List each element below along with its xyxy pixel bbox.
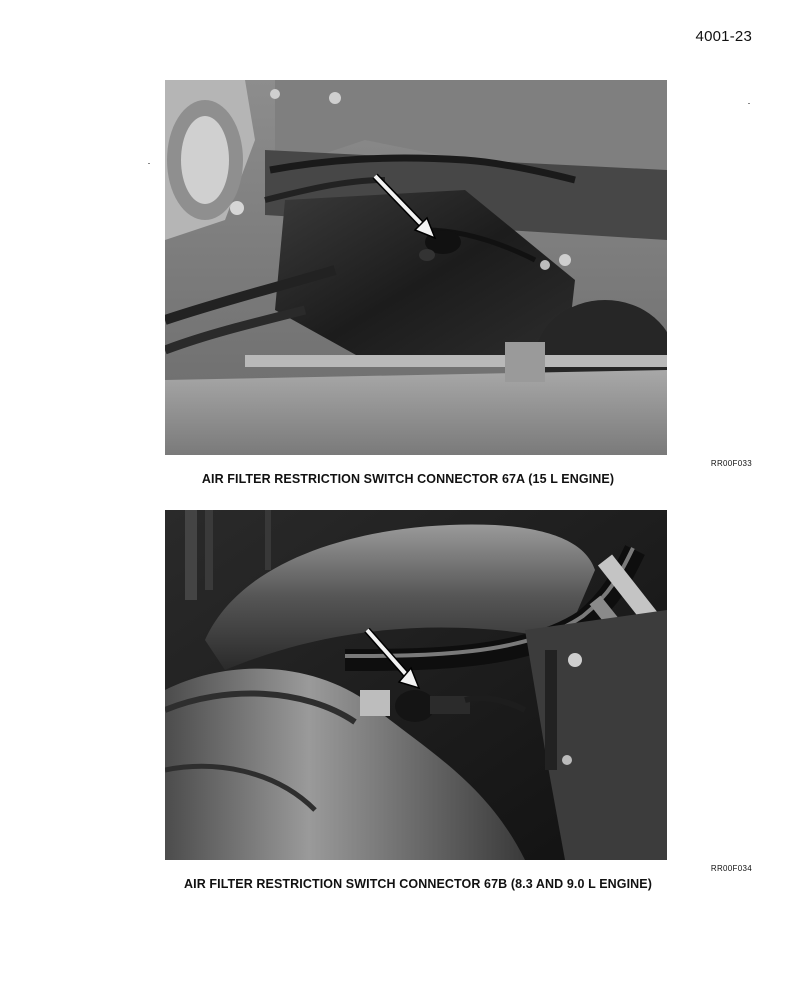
scan-speck: [148, 163, 150, 164]
figure-reference-code: RR00F034: [710, 864, 752, 873]
engine-photo-connector-67b: [165, 510, 667, 860]
engine-photo-connector-67a: [165, 80, 667, 455]
figure-reference-code: RR00F033: [710, 459, 752, 468]
figure-caption: AIR FILTER RESTRICTION SWITCH CONNECTOR 67B (8.3 AND 9.0 L ENGINE): [184, 877, 652, 891]
scan-speck: [748, 103, 750, 104]
photo-illustration: [165, 510, 667, 860]
photo-illustration: [165, 80, 667, 455]
figure-caption: AIR FILTER RESTRICTION SWITCH CONNECTOR 67A (15 L ENGINE): [201, 472, 615, 486]
page-number: 4001-23: [695, 28, 752, 45]
